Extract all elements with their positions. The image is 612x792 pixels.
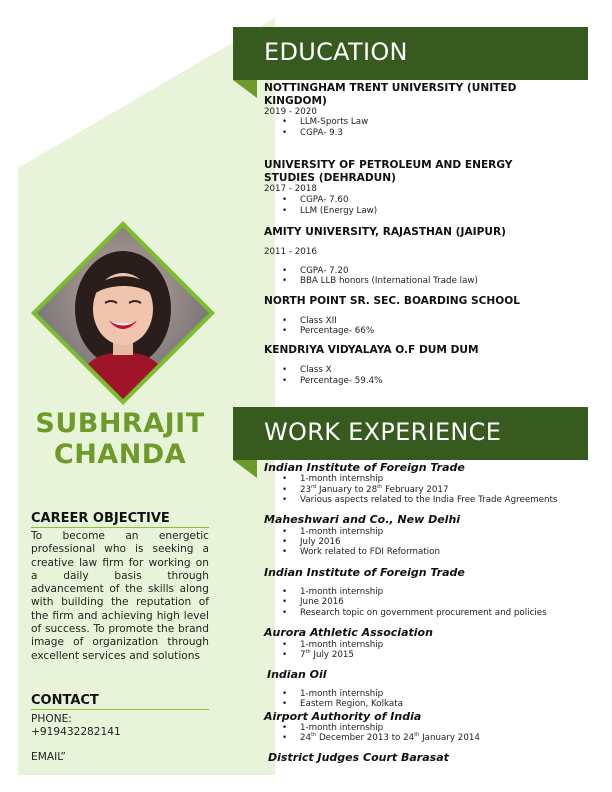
work-org: District Judges Court Barasat <box>268 751 449 764</box>
phone-value: +919432282141 <box>31 726 121 738</box>
work-item: • 1-month internship <box>282 527 384 537</box>
work-experience-header <box>233 407 588 460</box>
education-years: 2017 - 2018 <box>264 184 317 194</box>
work-org: Maheshwari and Co., New Delhi <box>264 513 461 526</box>
education-header-fold <box>233 80 257 98</box>
work-item: • 23rd January to 28th February 2017 <box>282 484 449 495</box>
education-school: KENDRIYA VIDYALAYA O.F DUM DUM <box>264 344 479 356</box>
work-org: Indian Oil <box>267 668 327 681</box>
phone-label: PHONE: <box>31 713 72 725</box>
education-school: NOTTINGHAM TRENT UNIVERSITY (UNITED KINGDOM) <box>264 82 517 107</box>
education-item: • Class X <box>282 365 332 375</box>
education-years: 2011 - 2016 <box>264 247 317 257</box>
candidate-name <box>18 408 222 470</box>
education-school: AMITY UNIVERSITY, RAJASTHAN (JAIPUR) <box>264 226 506 238</box>
education-item: • BBA LLB honors (International Trade law) <box>282 276 478 286</box>
work-item: • Work related to FDI Reformation <box>282 547 440 557</box>
education-item: • CGPA- 7.60 <box>282 195 349 205</box>
work-item: • 1-month internship <box>282 689 384 699</box>
work-item: • 1-month internship <box>282 587 384 597</box>
education-school: NORTH POINT SR. SEC. BOARDING SCHOOL <box>264 295 521 307</box>
work-org: Indian Institute of Foreign Trade <box>264 566 465 579</box>
name-line-1: SUBHRAJIT <box>35 408 205 439</box>
education-years: 2019 - 2020 <box>264 107 317 117</box>
education-item: • Percentage- 66% <box>282 326 375 336</box>
work-item: • Eastern Region, Kolkata <box>282 699 403 709</box>
education-item: • Percentage- 59.4% <box>282 376 383 386</box>
work-experience-title: WORK EXPERIENCE <box>264 418 502 446</box>
name-line-2: CHANDA <box>53 439 187 470</box>
work-org: Airport Authority of India <box>264 710 422 723</box>
education-school: UNIVERSITY OF PETROLEUM AND ENERGY STUDIES (DEHRADUN) <box>264 159 513 184</box>
education-item: • LLM-Sports Law <box>282 117 369 127</box>
education-item: • CGPA- 9.3 <box>282 128 343 138</box>
work-item: • 7th July 2015 <box>282 649 354 660</box>
work-item: • Various aspects related to the India Free Trade Agreements <box>282 495 558 505</box>
education-item: • LLM (Energy Law) <box>282 206 378 216</box>
work-item: • Research topic on government procurement and policies <box>282 608 547 618</box>
work-item: • 1-month internship <box>282 723 384 733</box>
education-item: • CGPA- 7.20 <box>282 266 349 276</box>
career-objective-text: To become an energetic professional who is seeking a creative law firm for working on a daily basis through advancement of the skills along with building the reputation of the firm and achieving high level of success. To promote the brand image of organization through excellent services and solutions <box>31 530 209 662</box>
work-item: • 1-month internship <box>282 640 384 650</box>
work-item: • June 2016 <box>282 597 344 607</box>
work-item: • 1-month internship <box>282 474 384 484</box>
education-header <box>233 27 588 80</box>
email-label: EMAIL” <box>31 751 66 763</box>
profile-photo <box>31 221 215 405</box>
contact-heading: CONTACT <box>31 693 209 710</box>
work-org: Indian Institute of Foreign Trade <box>264 461 465 474</box>
work-org: Aurora Athletic Association <box>264 626 433 639</box>
education-item: • Class XII <box>282 316 337 326</box>
work-header-fold <box>233 460 257 478</box>
work-item: • July 2016 <box>282 537 341 547</box>
career-objective-heading: CAREER OBJECTIVE <box>31 511 209 528</box>
work-item: • 24th December 2013 to 24th January 2014 <box>282 732 480 743</box>
education-title: EDUCATION <box>264 38 408 66</box>
